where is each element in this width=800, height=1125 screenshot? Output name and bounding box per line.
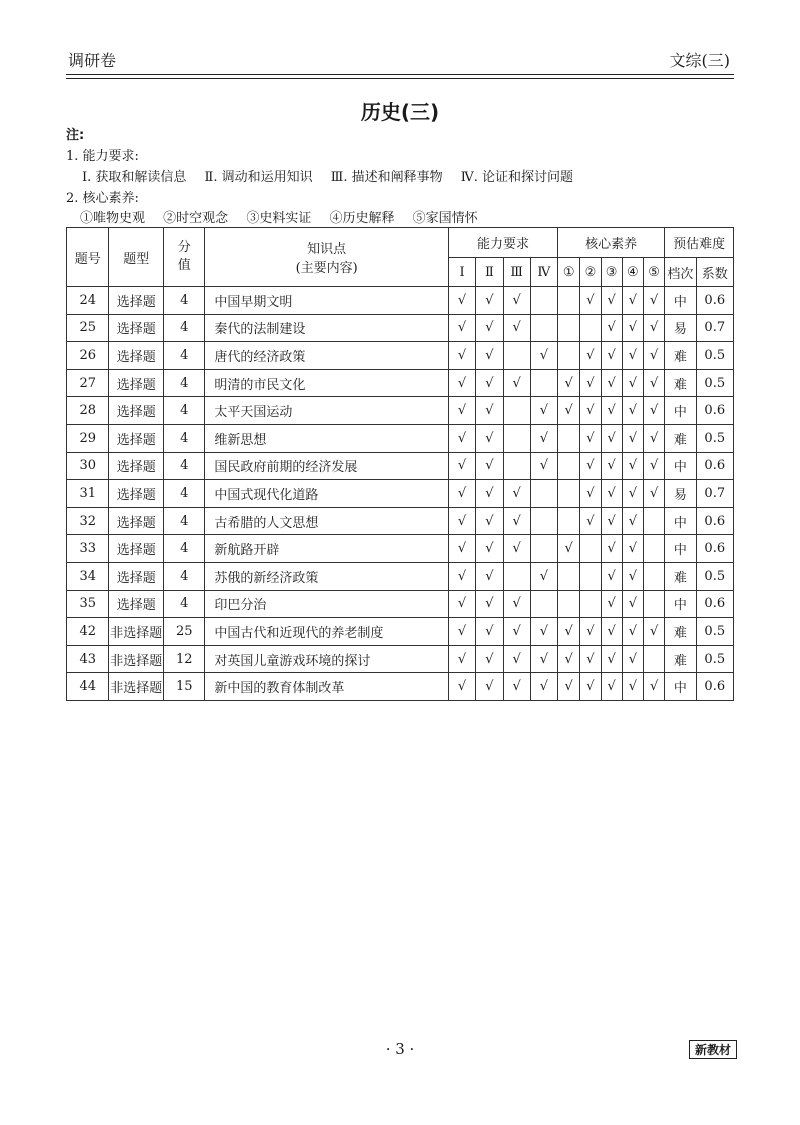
table-cell: √ xyxy=(601,673,622,701)
table-cell: √ xyxy=(503,645,530,673)
table-cell: √ xyxy=(476,369,503,397)
table-cell xyxy=(530,287,557,315)
table-cell xyxy=(558,562,580,590)
table-cell: √ xyxy=(622,452,643,480)
header-topic-main: 知识点 xyxy=(307,242,347,257)
table-row xyxy=(67,590,734,618)
table-cell: 0.6 xyxy=(696,397,733,425)
table-cell: 0.6 xyxy=(696,673,733,701)
table-cell: √ xyxy=(476,590,503,618)
table-cell: √ xyxy=(622,342,643,370)
table-cell: √ xyxy=(503,369,530,397)
table-cell: 选择题 xyxy=(109,480,164,508)
table-cell: √ xyxy=(530,562,557,590)
table-cell: √ xyxy=(643,452,664,480)
table-cell: √ xyxy=(503,535,530,563)
table-cell: 中 xyxy=(665,535,696,563)
table-cell xyxy=(558,287,580,315)
difficulty-table xyxy=(66,227,734,701)
topic-cell: 印巴分治 xyxy=(205,590,449,618)
table-cell xyxy=(558,424,580,452)
table-cell: √ xyxy=(643,480,664,508)
table-row xyxy=(67,507,734,535)
table-cell xyxy=(530,535,557,563)
table-cell: √ xyxy=(580,452,601,480)
table-cell: √ xyxy=(580,480,601,508)
page-title: 历史(三) xyxy=(360,100,440,124)
table-cell: 0.5 xyxy=(696,424,733,452)
table-row xyxy=(67,424,734,452)
table-cell: 4 xyxy=(164,480,205,508)
table-cell xyxy=(580,590,601,618)
table-cell: √ xyxy=(448,673,475,701)
table-cell: √ xyxy=(643,618,664,646)
table-cell: √ xyxy=(622,480,643,508)
ability-item: Ⅱ. 调动和运用知识 xyxy=(204,170,313,185)
table-cell: √ xyxy=(476,645,503,673)
table-cell: 27 xyxy=(67,369,109,397)
table-row xyxy=(67,562,734,590)
table-cell: √ xyxy=(558,397,580,425)
table-cell: √ xyxy=(476,507,503,535)
header-ability-col: Ⅳ xyxy=(530,258,557,287)
table-cell: 0.7 xyxy=(696,314,733,342)
table-cell: 难 xyxy=(665,618,696,646)
table-cell: 32 xyxy=(67,507,109,535)
header-level: 档次 xyxy=(665,258,696,287)
table-cell: √ xyxy=(601,397,622,425)
table-cell: 0.6 xyxy=(696,452,733,480)
table-cell: √ xyxy=(622,287,643,315)
table-cell xyxy=(530,314,557,342)
header-literacy-col: ⑤ xyxy=(643,258,664,287)
table-cell: 非选择题 xyxy=(109,618,164,646)
table-row xyxy=(67,480,734,508)
table-cell: √ xyxy=(601,562,622,590)
table-cell: √ xyxy=(643,673,664,701)
table-row xyxy=(67,673,734,701)
table-body xyxy=(67,287,734,701)
table-cell: √ xyxy=(622,590,643,618)
table-cell: 31 xyxy=(67,480,109,508)
table-cell: 0.6 xyxy=(696,590,733,618)
table-cell: √ xyxy=(601,480,622,508)
table-cell: √ xyxy=(643,369,664,397)
table-cell: 44 xyxy=(67,673,109,701)
table-cell: √ xyxy=(643,287,664,315)
ability-heading: 1. 能力要求: xyxy=(66,149,139,164)
table-cell: √ xyxy=(580,673,601,701)
topic-cell: 新航路开辟 xyxy=(205,535,449,563)
table-cell xyxy=(503,342,530,370)
table-cell: √ xyxy=(448,424,475,452)
topic-cell: 古希腊的人文思想 xyxy=(205,507,449,535)
table-cell: √ xyxy=(601,535,622,563)
table-cell: √ xyxy=(448,287,475,315)
table-cell: √ xyxy=(448,314,475,342)
table-cell: √ xyxy=(448,590,475,618)
topic-cell: 中国早期文明 xyxy=(205,287,449,315)
table-cell: 0.5 xyxy=(696,342,733,370)
edition-badge: 新教材 xyxy=(689,1040,737,1059)
topic-cell: 对英国儿童游戏环境的探讨 xyxy=(205,645,449,673)
table-cell: 难 xyxy=(665,562,696,590)
table-cell: √ xyxy=(448,618,475,646)
table-cell: √ xyxy=(580,645,601,673)
table-cell xyxy=(643,535,664,563)
table-cell: 选择题 xyxy=(109,535,164,563)
table-cell: 选择题 xyxy=(109,452,164,480)
table-cell: √ xyxy=(530,397,557,425)
header-literacy-col: ③ xyxy=(601,258,622,287)
table-cell: 33 xyxy=(67,535,109,563)
table-cell: √ xyxy=(601,452,622,480)
table-cell: 29 xyxy=(67,424,109,452)
table-cell: √ xyxy=(601,369,622,397)
header-type: 题型 xyxy=(109,228,164,287)
note-label: 注: xyxy=(66,128,85,143)
table-cell xyxy=(580,314,601,342)
table-row xyxy=(67,287,734,315)
table-cell xyxy=(643,590,664,618)
table-cell: 43 xyxy=(67,645,109,673)
topic-cell: 中国古代和近现代的养老制度 xyxy=(205,618,449,646)
table-cell: 28 xyxy=(67,397,109,425)
table-cell: √ xyxy=(530,342,557,370)
table-cell: 4 xyxy=(164,314,205,342)
table-cell: 选择题 xyxy=(109,424,164,452)
table-cell: 0.6 xyxy=(696,507,733,535)
table-cell: 易 xyxy=(665,480,696,508)
table-cell: 4 xyxy=(164,590,205,618)
table-cell: 30 xyxy=(67,452,109,480)
table-cell: √ xyxy=(448,369,475,397)
table-cell: 选择题 xyxy=(109,507,164,535)
table-cell xyxy=(558,342,580,370)
table-cell xyxy=(530,369,557,397)
table-cell xyxy=(558,480,580,508)
literacy-item: ②时空观念 xyxy=(163,211,229,226)
table-cell: 26 xyxy=(67,342,109,370)
table-cell: √ xyxy=(622,507,643,535)
table-cell: √ xyxy=(476,480,503,508)
table-cell: √ xyxy=(601,314,622,342)
table-cell: √ xyxy=(448,645,475,673)
table-cell: 4 xyxy=(164,369,205,397)
table-cell: 4 xyxy=(164,397,205,425)
table-cell: 选择题 xyxy=(109,342,164,370)
table-cell: 25 xyxy=(164,618,205,646)
table-cell: √ xyxy=(601,590,622,618)
table-cell: √ xyxy=(580,424,601,452)
table-cell: 选择题 xyxy=(109,287,164,315)
literacy-heading: 2. 核心素养: xyxy=(66,191,139,206)
topic-cell: 维新思想 xyxy=(205,424,449,452)
table-cell: 中 xyxy=(665,287,696,315)
table-cell: 难 xyxy=(665,645,696,673)
header-num: 题号 xyxy=(67,228,109,287)
table-cell xyxy=(530,507,557,535)
table-cell: √ xyxy=(558,369,580,397)
table-cell: 非选择题 xyxy=(109,673,164,701)
table-cell: √ xyxy=(503,480,530,508)
table-cell: √ xyxy=(622,535,643,563)
table-cell: √ xyxy=(601,645,622,673)
table-cell: 中 xyxy=(665,452,696,480)
header-literacy-col: ① xyxy=(558,258,580,287)
table-cell: √ xyxy=(622,369,643,397)
header-coef: 系数 xyxy=(696,258,733,287)
table-cell: √ xyxy=(476,397,503,425)
header-rule xyxy=(66,74,734,75)
table-cell: 4 xyxy=(164,562,205,590)
table-cell: √ xyxy=(530,618,557,646)
table-cell: 选择题 xyxy=(109,562,164,590)
table-cell: √ xyxy=(448,535,475,563)
table-cell: √ xyxy=(448,452,475,480)
table-cell: √ xyxy=(558,645,580,673)
table-row xyxy=(67,397,734,425)
topic-cell: 唐代的经济政策 xyxy=(205,342,449,370)
table-cell: 0.5 xyxy=(696,618,733,646)
table-cell xyxy=(558,590,580,618)
table-cell: √ xyxy=(448,507,475,535)
table-cell: √ xyxy=(622,645,643,673)
topic-cell: 秦代的法制建设 xyxy=(205,314,449,342)
table-cell: √ xyxy=(622,673,643,701)
table-cell: √ xyxy=(476,287,503,315)
table-cell: 选择题 xyxy=(109,369,164,397)
table-cell: 4 xyxy=(164,424,205,452)
table-cell: 难 xyxy=(665,342,696,370)
table-cell: √ xyxy=(476,452,503,480)
table-cell: 中 xyxy=(665,397,696,425)
table-cell: 中 xyxy=(665,590,696,618)
ability-list xyxy=(82,166,587,185)
table-cell xyxy=(503,452,530,480)
table-cell: √ xyxy=(643,314,664,342)
table-cell: √ xyxy=(643,397,664,425)
table-cell: √ xyxy=(503,590,530,618)
table-cell: 中 xyxy=(665,507,696,535)
table-cell: 0.6 xyxy=(696,287,733,315)
header-right: 文综(三) xyxy=(669,51,730,70)
table-cell: √ xyxy=(643,424,664,452)
table-cell xyxy=(643,562,664,590)
table-cell: √ xyxy=(530,424,557,452)
table-cell: √ xyxy=(476,535,503,563)
table-cell: √ xyxy=(622,562,643,590)
table-cell: 0.5 xyxy=(696,645,733,673)
table-cell: √ xyxy=(476,562,503,590)
table-cell xyxy=(580,535,601,563)
header-rule-thin xyxy=(66,78,734,79)
table-cell xyxy=(530,480,557,508)
table-cell: √ xyxy=(558,535,580,563)
table-cell: √ xyxy=(530,673,557,701)
table-cell: 12 xyxy=(164,645,205,673)
table-cell: √ xyxy=(476,342,503,370)
table-cell: √ xyxy=(558,673,580,701)
table-cell: 选择题 xyxy=(109,590,164,618)
table-cell: 0.5 xyxy=(696,562,733,590)
topic-cell: 苏俄的新经济政策 xyxy=(205,562,449,590)
table-cell xyxy=(503,424,530,452)
table-cell: √ xyxy=(643,342,664,370)
table-cell: 非选择题 xyxy=(109,645,164,673)
table-cell: √ xyxy=(580,369,601,397)
table-cell xyxy=(558,507,580,535)
table-cell: 35 xyxy=(67,590,109,618)
table-cell: 42 xyxy=(67,618,109,646)
table-cell: √ xyxy=(476,424,503,452)
table-cell: √ xyxy=(448,397,475,425)
table-cell: 选择题 xyxy=(109,314,164,342)
table-cell: 4 xyxy=(164,535,205,563)
ability-item: Ⅰ. 获取和解读信息 xyxy=(82,170,187,185)
table-cell xyxy=(558,314,580,342)
table-cell: 34 xyxy=(67,562,109,590)
page-number: · 3 · xyxy=(385,1040,415,1058)
ability-item: Ⅳ. 论证和探讨问题 xyxy=(460,170,574,185)
table-cell: √ xyxy=(503,618,530,646)
table-row xyxy=(67,645,734,673)
table-cell: √ xyxy=(580,342,601,370)
literacy-item: ③史料实证 xyxy=(246,211,312,226)
table-row xyxy=(67,535,734,563)
topic-cell: 中国式现代化道路 xyxy=(205,480,449,508)
header-ability: 能力要求 xyxy=(448,228,557,258)
table-cell: 4 xyxy=(164,452,205,480)
table-cell: √ xyxy=(503,507,530,535)
header-left: 调研卷 xyxy=(68,51,117,70)
table-cell: √ xyxy=(580,507,601,535)
table-cell: 0.6 xyxy=(696,535,733,563)
table-cell: √ xyxy=(476,673,503,701)
table-cell: √ xyxy=(476,618,503,646)
literacy-item: ④历史解释 xyxy=(329,211,395,226)
table-cell xyxy=(643,645,664,673)
header-literacy: 核心素养 xyxy=(558,228,665,258)
table-cell: 4 xyxy=(164,342,205,370)
table-cell: √ xyxy=(580,287,601,315)
table-cell: 24 xyxy=(67,287,109,315)
table-row xyxy=(67,618,734,646)
table-cell: √ xyxy=(503,314,530,342)
table-cell xyxy=(503,397,530,425)
table-cell: √ xyxy=(448,480,475,508)
literacy-item: ⑤家国情怀 xyxy=(412,211,478,226)
table-cell: 0.7 xyxy=(696,480,733,508)
table-row xyxy=(67,314,734,342)
header-difficulty: 预估难度 xyxy=(665,228,734,258)
table-cell: √ xyxy=(448,342,475,370)
table-cell: √ xyxy=(558,618,580,646)
ability-item: Ⅲ. 描述和阐释事物 xyxy=(330,170,443,185)
topic-cell: 明清的市民文化 xyxy=(205,369,449,397)
table-cell: 25 xyxy=(67,314,109,342)
table-cell: √ xyxy=(503,673,530,701)
table-cell: √ xyxy=(622,618,643,646)
table-cell: 15 xyxy=(164,673,205,701)
table-cell: 难 xyxy=(665,369,696,397)
table-cell: √ xyxy=(503,287,530,315)
table-cell: √ xyxy=(448,562,475,590)
table-cell: √ xyxy=(476,314,503,342)
topic-cell: 国民政府前期的经济发展 xyxy=(205,452,449,480)
literacy-list xyxy=(80,207,492,226)
table-cell: √ xyxy=(622,314,643,342)
table-cell xyxy=(558,452,580,480)
table-cell: √ xyxy=(601,287,622,315)
literacy-item: ①唯物史观 xyxy=(80,211,146,226)
table-cell xyxy=(503,562,530,590)
table-cell: √ xyxy=(530,452,557,480)
table-cell: 中 xyxy=(665,673,696,701)
header-literacy-col: ② xyxy=(580,258,601,287)
table-row xyxy=(67,342,734,370)
table-cell: √ xyxy=(601,424,622,452)
table-cell xyxy=(530,590,557,618)
table-cell: √ xyxy=(601,507,622,535)
table-row xyxy=(67,369,734,397)
table-cell xyxy=(580,562,601,590)
table-cell: √ xyxy=(601,342,622,370)
table-row xyxy=(67,452,734,480)
table-cell: √ xyxy=(601,618,622,646)
header-score: 分值 xyxy=(164,228,205,287)
header-ability-col: Ⅰ xyxy=(448,258,475,287)
table-cell: 难 xyxy=(665,424,696,452)
table-cell: 易 xyxy=(665,314,696,342)
table-cell: √ xyxy=(530,645,557,673)
table-cell: √ xyxy=(580,397,601,425)
table-cell: √ xyxy=(622,397,643,425)
table-cell: 4 xyxy=(164,287,205,315)
header-ability-col: Ⅱ xyxy=(476,258,503,287)
table-cell: 选择题 xyxy=(109,397,164,425)
table-cell xyxy=(643,507,664,535)
header-literacy-col: ④ xyxy=(622,258,643,287)
table-cell: √ xyxy=(580,618,601,646)
topic-cell: 新中国的教育体制改革 xyxy=(205,673,449,701)
header-ability-col: Ⅲ xyxy=(503,258,530,287)
table-cell: 4 xyxy=(164,507,205,535)
header-topic xyxy=(205,228,449,287)
header-topic-sub: (主要内容) xyxy=(295,261,358,276)
topic-cell: 太平天国运动 xyxy=(205,397,449,425)
table-cell: 0.5 xyxy=(696,369,733,397)
table-cell: √ xyxy=(622,424,643,452)
